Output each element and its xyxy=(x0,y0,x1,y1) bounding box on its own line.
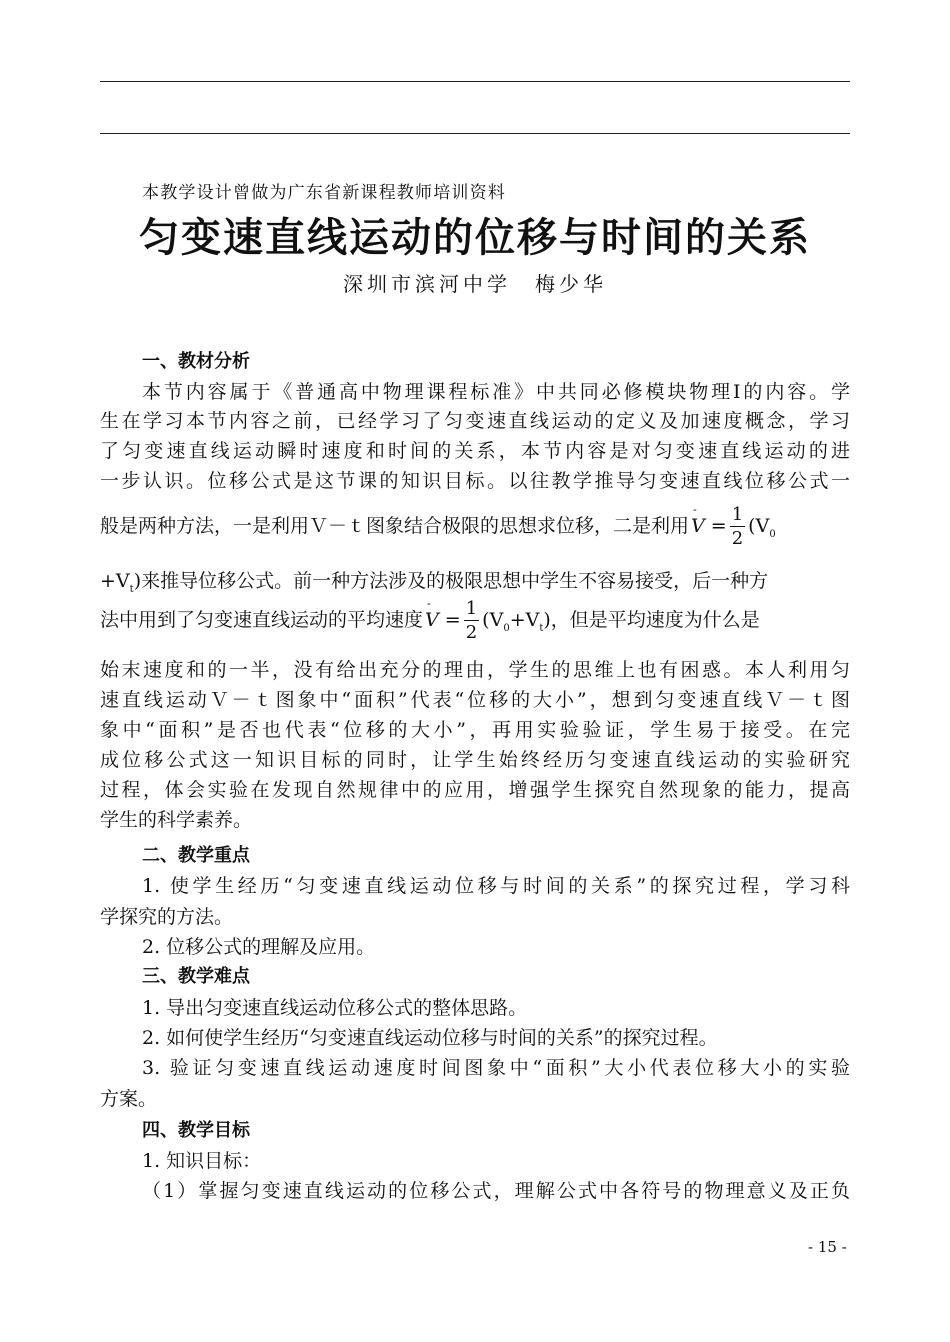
average-velocity-symbol: - V xyxy=(691,515,705,537)
analysis-text: (V xyxy=(748,515,770,537)
analysis-line: 生在学习本节内容之前，已经学习了匀变速直线运动的定义及加速度概念，学习 xyxy=(100,410,850,432)
half-fraction xyxy=(464,600,479,642)
analysis-text: (V xyxy=(482,609,504,631)
analysis-line: 速直线运动Ｖ－ｔ图象中“面积”代表“位移的大小”，想到匀变速直线Ｖ－ｔ图 xyxy=(100,689,850,711)
key-point-line: 1. 使学生经历“匀变速直线运动位移与时间的关系”的探究过程，学习科 xyxy=(142,875,850,897)
fraction-denominator: 2 xyxy=(465,622,478,643)
analysis-line: 本节内容属于《普通高中物理课程标准》中共同必修模块物理Ⅰ的内容。学 xyxy=(142,381,850,403)
analysis-text: +V xyxy=(100,570,130,592)
subscript: t xyxy=(129,583,134,595)
subscript: 0 xyxy=(503,622,510,634)
analysis-formula-line xyxy=(100,600,850,642)
analysis-line: 过程，体会实验在发现自然规律中的应用，增强学生探究自然现象的能力，提高 xyxy=(100,779,850,801)
analysis-line: 了匀变速直线运动瞬时速度和时间的关系，本节内容是对匀变速直线运动的进 xyxy=(100,440,850,462)
header-rule-bottom xyxy=(100,133,850,134)
section-heading-difficulties: 三、教学难点 xyxy=(142,966,250,987)
training-note: 本教学设计曾做为广东省新课程教师培训资料 xyxy=(142,183,506,203)
average-velocity-symbol: - V xyxy=(425,609,439,631)
page-number: - 15 - xyxy=(808,1238,847,1256)
section-heading-goals: 四、教学目标 xyxy=(142,1120,250,1141)
analysis-line: 象中“面积”是否也代表“位移的大小”，再用实验验证，学生易于接受。在完 xyxy=(100,719,850,741)
analysis-line: 一步认识。位移公式是这节课的知识目标。以往教学推导匀变速直线位移公式一 xyxy=(100,470,850,492)
fraction-numerator: 1 xyxy=(731,504,744,525)
goal-line: （1）掌握匀变速直线运动的位移公式，理解公式中各符号的物理意义及正负 xyxy=(142,1180,850,1202)
equals-sign: = xyxy=(444,609,461,631)
header-rule-top xyxy=(100,81,850,82)
analysis-line: 学生的科学素养。 xyxy=(100,809,253,831)
section-heading-analysis: 一、教材分析 xyxy=(142,351,250,372)
key-point-line: 学探究的方法。 xyxy=(100,906,234,928)
half-fraction xyxy=(730,506,745,548)
analysis-text: )来推导位移公式。前一种方法涉及的极限思想中学生不容易接受，后一种方 xyxy=(133,570,769,592)
analysis-formula-line xyxy=(100,506,850,548)
fraction-numerator: 1 xyxy=(465,598,478,619)
analysis-line xyxy=(100,566,850,595)
analysis-text: 般是两种方法，一是利用Ｖ－ｔ图象结合极限的思想求位移，二是利用 xyxy=(100,515,690,537)
author-line: 深圳市滨河中学 梅少华 xyxy=(343,272,607,296)
difficulty-line: 1. 导出匀变速直线运动位移公式的整体思路。 xyxy=(142,997,528,1019)
analysis-text: 法中用到了匀变速直线运动的平均速度 xyxy=(100,609,424,631)
key-point-line: 2. 位移公式的理解及应用。 xyxy=(142,936,376,958)
subscript: 0 xyxy=(769,528,776,540)
equals-sign: = xyxy=(710,515,727,537)
difficulty-line: 方案。 xyxy=(100,1088,158,1110)
subscript: t xyxy=(539,622,544,634)
goal-line: 1. 知识目标： xyxy=(142,1150,262,1172)
difficulty-line: 3. 验证匀变速直线运动速度时间图象中“面积”大小代表位移大小的实验 xyxy=(142,1057,850,1079)
page-title: 匀变速直线运动的位移与时间的关系 xyxy=(139,214,811,261)
difficulty-line: 2. 如何使学生经历“匀变速直线运动位移与时间的关系”的探究过程。 xyxy=(142,1027,718,1049)
analysis-line: 始末速度和的一半，没有给出充分的理由，学生的思维上也有困惑。本人利用匀 xyxy=(100,659,850,681)
analysis-text: +V xyxy=(509,609,540,631)
analysis-text: )，但是平均速度为什么是 xyxy=(543,609,760,631)
section-heading-key-points: 二、教学重点 xyxy=(142,845,250,866)
fraction-denominator: 2 xyxy=(731,528,744,549)
analysis-line: 成位移公式这一知识目标的同时，让学生始终经历匀变速直线运动的实验研究 xyxy=(100,749,850,771)
